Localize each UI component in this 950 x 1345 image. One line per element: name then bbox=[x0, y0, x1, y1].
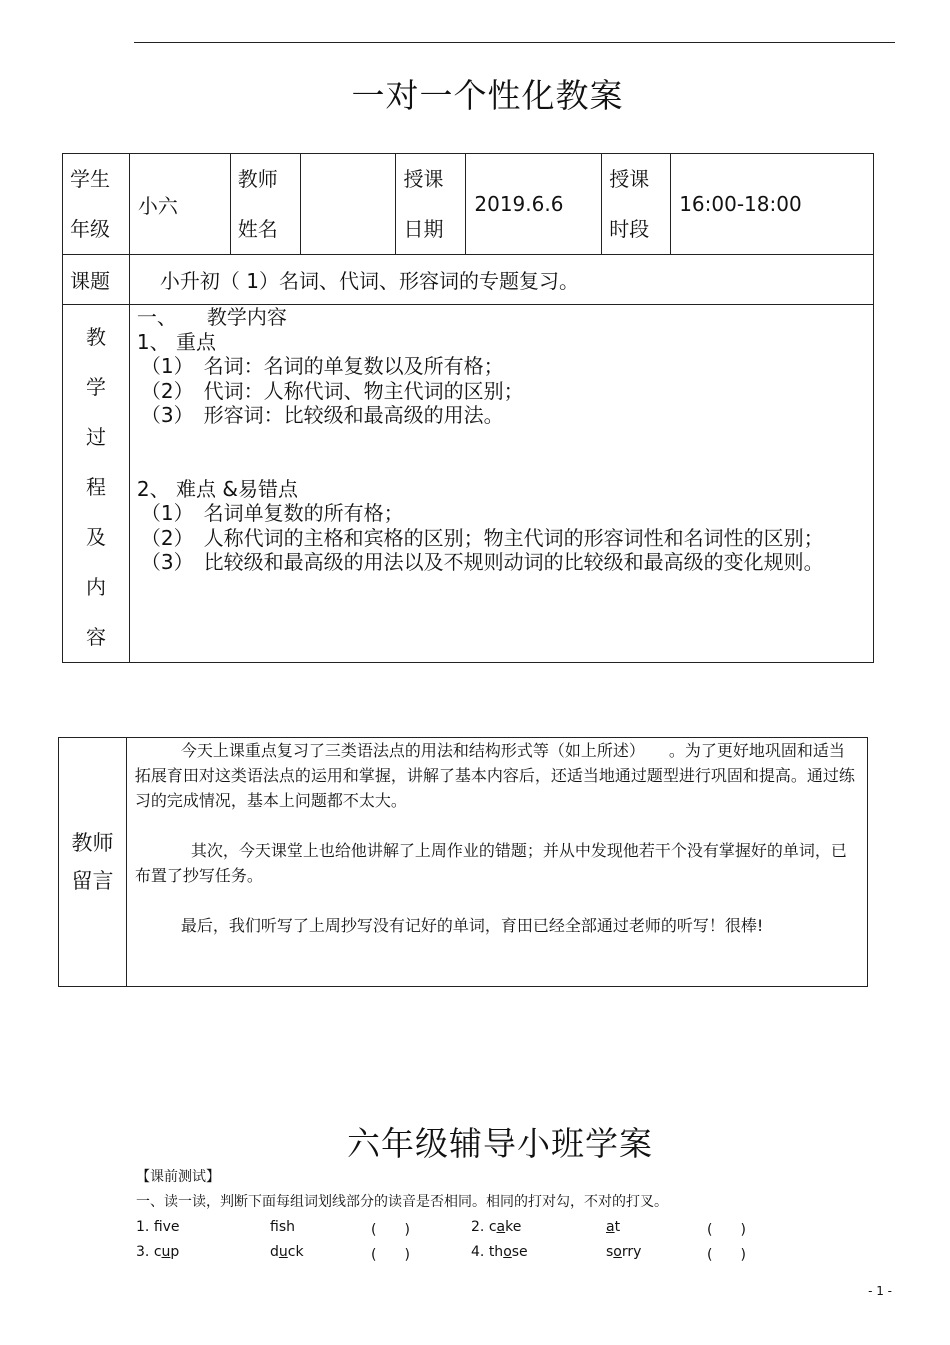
process-label: 教 学 过 程 及 内 容 bbox=[63, 305, 130, 663]
page-number: - 1 - bbox=[868, 1284, 892, 1298]
note-paragraph: 其次，今天课堂上也给他讲解了上周作业的错题；并从中发现他若干个没有掌握好的单词，已布置了抄写任务。 bbox=[134, 841, 847, 885]
difficult-item: （3） 比较级和最高级的用法以及不规则动词的比较级和最高级的变化规则。 bbox=[140, 550, 824, 574]
question-3-word-2: duck bbox=[270, 1244, 304, 1260]
answer-blank[interactable]: ( ) bbox=[707, 1222, 746, 1238]
note-paragraph: 最后，我们听写了上周抄写没有记好的单词，育田已经全部通过老师的听写！很棒! bbox=[180, 916, 764, 935]
question-2: 2. cake bbox=[471, 1219, 522, 1235]
question-2-word-2: at bbox=[606, 1219, 621, 1235]
date-value: 2019.6.6 bbox=[466, 154, 602, 255]
time-value: 16:00-18:00 bbox=[671, 154, 874, 255]
difficult-item: （1） 名词单复数的所有格； bbox=[140, 501, 404, 525]
key-item: （1） 名词：名词的单复数以及所有格； bbox=[140, 354, 504, 378]
topic-value: 小升初（ 1）名词、代词、形容词的专题复习。 bbox=[129, 255, 873, 305]
teacher-label: 教师 姓名 bbox=[230, 154, 300, 255]
topic-label: 课题 bbox=[63, 255, 130, 305]
key-item: （3） 形容词：比较级和最高级的用法。 bbox=[140, 403, 504, 427]
answer-blank[interactable]: ( ) bbox=[371, 1247, 410, 1263]
date-label: 授课 日期 bbox=[396, 154, 466, 255]
header-rule bbox=[134, 42, 895, 43]
teaching-content bbox=[129, 305, 873, 663]
worksheet-title: 六年级辅导小班学案 bbox=[347, 1124, 653, 1163]
page-title: 一对一个性化教案 bbox=[351, 76, 624, 115]
answer-blank[interactable]: ( ) bbox=[371, 1222, 410, 1238]
question-4-word-2: sorry bbox=[606, 1244, 642, 1260]
pretest-instruction: 一、读一读，判断下面每组词划线部分的读音是否相同。相同的打对勾，不对的打叉。 bbox=[136, 1194, 668, 1210]
student-grade-label: 学生 年级 bbox=[63, 154, 130, 255]
teacher-note-table bbox=[58, 737, 868, 987]
teacher-note-label: 教师 留言 bbox=[59, 738, 127, 987]
question-3: 3. cup bbox=[136, 1244, 180, 1260]
question-4: 4. those bbox=[471, 1244, 528, 1260]
pretest-heading: 【课前测试】 bbox=[136, 1169, 220, 1185]
difficult-heading: 2、 难点 &易错点 bbox=[136, 476, 298, 501]
key-item: （2） 代词：人称代词、物主代词的区别； bbox=[140, 378, 524, 403]
time-label: 授课 时段 bbox=[602, 154, 671, 255]
question-1: 1. fve bbox=[136, 1219, 180, 1235]
key-heading: 1、 重点 bbox=[136, 329, 216, 354]
content-section: 一、 教学内容 bbox=[136, 305, 287, 329]
teacher-note-body bbox=[126, 738, 867, 987]
answer-blank[interactable]: ( ) bbox=[707, 1247, 746, 1263]
teacher-value bbox=[300, 154, 396, 255]
lesson-info-table bbox=[62, 153, 874, 663]
difficult-item: （2） 人称代词的主格和宾格的区别；物主代词的形容词性和名词性的区别； bbox=[140, 525, 824, 550]
question-1-word-2: fsh bbox=[270, 1219, 295, 1235]
note-paragraph: 今天上课重点复习了三类语法点的用法和结构形式等（如上所述） 。为了更好地巩固和适当拓展育田对这类语法点的运用和掌握，讲解了基本内容后，还适当地通过题型进行巩固和提高。通过练习的完成情况，基本上问题都不太大。 bbox=[134, 741, 855, 810]
student-grade-value: 小六 bbox=[129, 154, 230, 255]
